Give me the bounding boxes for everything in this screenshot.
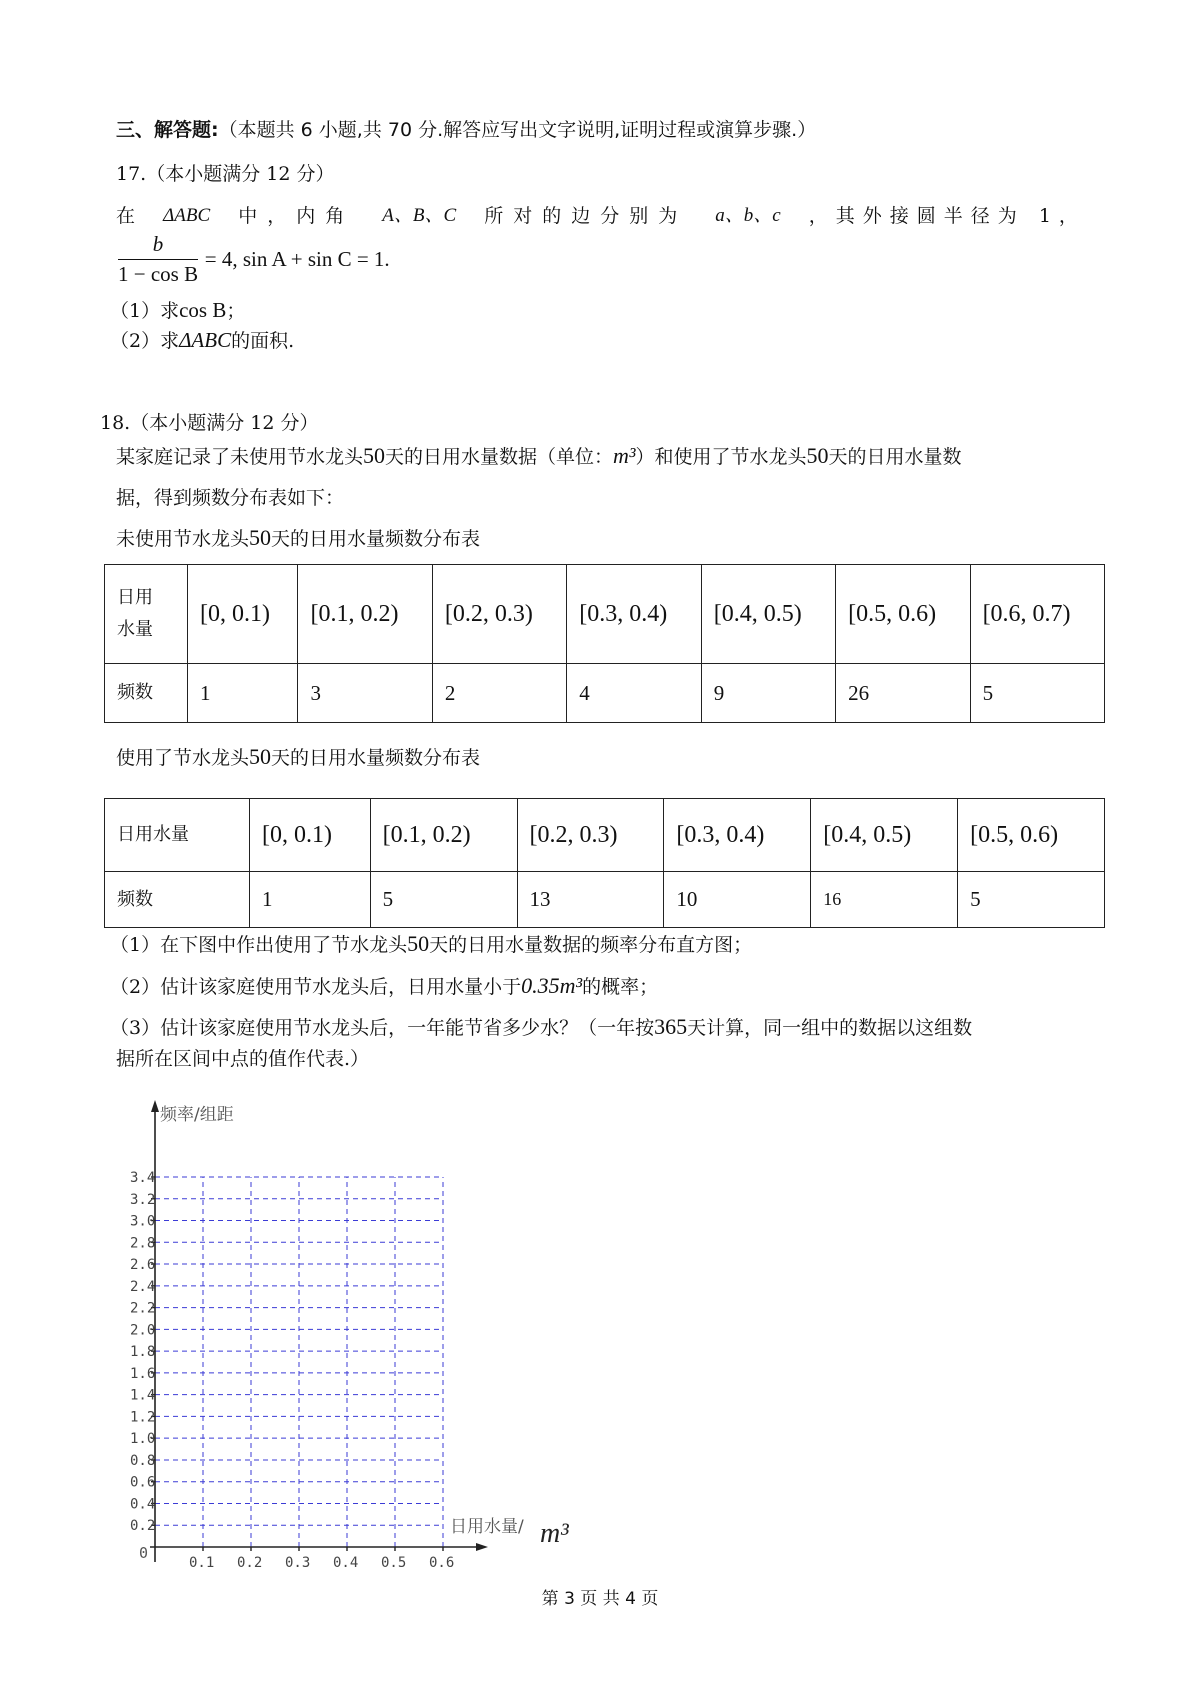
origin-label: 0	[139, 1544, 149, 1562]
q17-angles: A、B、C	[382, 205, 457, 226]
table1-interval: [0.2, 0.3)	[432, 565, 566, 664]
q18-part3-b: 天计算，同一组中的数据以这组数	[687, 1017, 973, 1039]
q18-intro-c: ）和使用了节水龙头	[635, 446, 807, 468]
y-tick-label: 1.4	[130, 1387, 156, 1404]
table1-interval: [0, 0.1)	[188, 565, 298, 664]
y-tick-label: 2.2	[130, 1300, 156, 1317]
x-tick-label: 0.4	[333, 1555, 359, 1571]
q18-part3-line2: 据所在区间中点的值作代表.）	[116, 1048, 370, 1070]
table2-interval: [0.2, 0.3)	[517, 799, 664, 872]
table1-count: 3	[298, 664, 432, 723]
table2-caption-b: 天的日用水量频数分布表	[271, 747, 481, 769]
table1-interval: [0.6, 0.7)	[970, 565, 1104, 664]
x-tick-label: 0.3	[285, 1555, 311, 1571]
table2-count: 5	[370, 872, 517, 928]
y-tick-label: 0.2	[130, 1518, 156, 1535]
q17-intro-b: 中，内角	[238, 205, 355, 227]
q17-part2-prefix: （2）求	[110, 330, 180, 352]
q18-part1-b: 天的日用水量数据的频率分布直方图；	[429, 934, 753, 956]
q18-intro-d: 天的日用水量数	[828, 446, 962, 468]
y-axis-label: 频率/组距	[160, 1105, 234, 1125]
table2-interval: [0, 0.1)	[250, 799, 371, 872]
q18-intro-num: 50	[363, 443, 386, 468]
grid-lines	[151, 1177, 443, 1551]
x-axis-label: 日用水量/	[450, 1517, 524, 1537]
table2-interval: [0.3, 0.4)	[664, 799, 811, 872]
y-tick-label: 1.0	[130, 1431, 156, 1448]
y-tick-label: 1.2	[130, 1409, 156, 1426]
q17-cond: = 4, sin A + sin C = 1.	[204, 247, 390, 271]
q18-unit: m³	[613, 443, 636, 468]
table1-count: 2	[432, 664, 566, 723]
table1-label-a: 日用	[117, 587, 153, 608]
y-tick-label: 3.2	[130, 1191, 156, 1208]
x-axis-unit: m³	[540, 1518, 569, 1549]
table1-interval: [0.5, 0.6)	[836, 565, 970, 664]
table2-count: 5	[958, 872, 1105, 928]
table2-count: 13	[517, 872, 664, 928]
q17-part2-suffix: 的面积.	[231, 330, 295, 352]
q18-intro-a: 某家庭记录了未使用节水龙头	[116, 446, 364, 468]
q18-part1-a: （1）在下图中作出使用了节水龙头	[110, 934, 408, 956]
table2-count: 1	[250, 872, 371, 928]
q18-intro-num-2: 50	[806, 443, 829, 468]
table1-row2-label: 频数	[105, 664, 188, 723]
table2-interval: [0.1, 0.2)	[370, 799, 517, 872]
table1-count: 9	[701, 664, 835, 723]
q17-intro-d: ，其外接圆半径为 1，	[808, 205, 1086, 227]
q17-part1-suffix: ；	[226, 300, 246, 322]
q17-triangle: ΔABC	[163, 205, 211, 226]
table1-interval: [0.3, 0.4)	[567, 565, 701, 664]
table2-row2-label: 频数	[105, 872, 250, 928]
q17-intro-a: 在	[116, 205, 136, 227]
table1-count: 26	[836, 664, 970, 723]
q17-sides: a、b、c	[715, 205, 781, 226]
q17-frac-num: b	[118, 232, 198, 260]
y-tick-label: 1.6	[130, 1365, 156, 1382]
section-heading-note: （本题共 6 小题,共 70 分.解答应写出文字说明,证明过程或演算步骤.）	[218, 119, 817, 141]
y-axis-arrow	[151, 1100, 159, 1112]
x-axis-arrow	[476, 1543, 488, 1551]
y-tick-label: 0.8	[130, 1452, 156, 1469]
axes	[150, 1100, 488, 1562]
x-tick-label: 0.2	[237, 1555, 263, 1571]
q18-intro-line2: 据，得到频数分布表如下：	[116, 487, 345, 509]
y-tick-label: 2.6	[130, 1257, 156, 1274]
y-tick-label: 1.8	[130, 1344, 156, 1361]
table1-interval: [0.1, 0.2)	[298, 565, 432, 664]
y-tick-label: 2.4	[130, 1278, 156, 1295]
y-tick-label: 0.4	[130, 1496, 156, 1513]
table2-interval: [0.4, 0.5)	[811, 799, 958, 872]
section-heading-title: 三、解答题:	[116, 119, 219, 141]
table1-label-b: 水量	[117, 619, 153, 640]
q18-part3-a: （3）估计该家庭使用节水龙头后，一年能节省多少水？（一年按	[110, 1017, 655, 1039]
table1-count: 4	[567, 664, 701, 723]
q18-header: 18.（本小题满分 12 分）	[100, 412, 319, 434]
x-tick-label: 0.6	[429, 1555, 455, 1571]
page-footer: 第 3 页 共 4 页	[541, 1589, 659, 1609]
y-tick-label: 2.8	[130, 1235, 156, 1252]
table2-caption-a: 使用了节水龙头	[116, 747, 250, 769]
q18-part1-num: 50	[407, 931, 430, 956]
x-tick-labels	[189, 1555, 454, 1571]
q17-part1-prefix: （1）求	[110, 300, 180, 322]
q18-part2-b: 的概率；	[582, 976, 659, 998]
y-tick-label: 2.0	[130, 1322, 156, 1339]
q17-part1-math: cos B	[179, 298, 227, 322]
y-tick-label: 3.0	[130, 1213, 156, 1230]
q17-intro-c: 所对的边分别为	[484, 205, 688, 227]
table1-count: 1	[188, 664, 298, 723]
table2-caption-num: 50	[249, 744, 272, 769]
x-tick-label: 0.5	[381, 1555, 407, 1571]
table1-caption-a: 未使用节水龙头	[116, 528, 250, 550]
q17-header: 17.（本小题满分 12 分）	[116, 163, 335, 185]
q17-frac-den: 1 − cos B	[118, 262, 199, 286]
table2-count: 10	[664, 872, 811, 928]
q18-part2-a: （2）估计该家庭使用节水龙头后，日用水量小于	[110, 976, 522, 998]
table1-caption-b: 天的日用水量频数分布表	[271, 528, 481, 550]
y-tick-labels	[130, 1170, 155, 1534]
y-tick-label: 0.6	[130, 1474, 156, 1491]
table2-interval: [0.5, 0.6)	[958, 799, 1105, 872]
table1-interval: [0.4, 0.5)	[701, 565, 835, 664]
y-tick-label: 3.4	[130, 1170, 156, 1186]
q18-part2-math: 0.35m³	[521, 973, 583, 998]
table2-count: 16	[811, 872, 958, 928]
x-tick-label: 0.1	[189, 1555, 215, 1571]
table1-count: 5	[970, 664, 1104, 723]
q17-part2-math: ΔABC	[179, 328, 232, 352]
q18-intro-b: 天的日用水量数据（单位：	[385, 446, 614, 468]
table2-row1-label: 日用水量	[105, 799, 250, 872]
q18-part3-num: 365	[654, 1014, 688, 1039]
table1-caption-num: 50	[249, 525, 272, 550]
